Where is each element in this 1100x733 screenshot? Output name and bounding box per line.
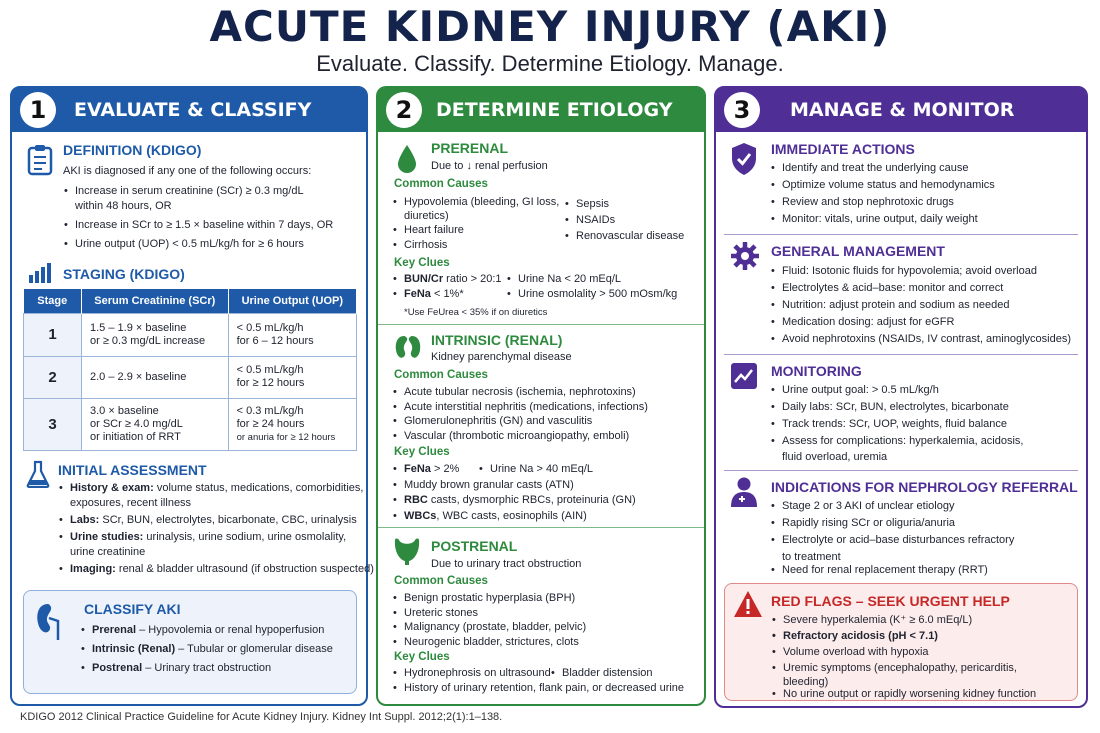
referral-cont: to treatment: [782, 551, 841, 563]
list-item: • Benign prostatic hyperplasia (BPH): [392, 591, 586, 606]
list-item: • Need for renal replacement therapy (RRT): [770, 562, 988, 579]
causes-label: Common Causes: [394, 369, 488, 381]
definition-intro: AKI is diagnosed if any one of the following occurs:: [63, 165, 312, 177]
column-header: Urine Output (UOP): [228, 289, 356, 313]
panel-title: DETERMINE ETIOLOGY: [436, 99, 673, 121]
list-item: • Bladder distension: [550, 666, 653, 681]
assessment-heading: INITIAL ASSESSMENT: [58, 462, 207, 478]
red-flags-cont: bleeding): [783, 676, 829, 688]
list-item: • Identify and treat the underlying cause: [770, 160, 995, 177]
doctor-icon: [730, 476, 758, 508]
postrenal-clues-right: [550, 666, 653, 681]
definition-list-3: [63, 237, 304, 253]
evaluate-classify-panel: [10, 86, 374, 706]
prerenal-clues-right: [506, 272, 677, 302]
list-item: • Sepsis: [564, 196, 684, 212]
list-item: • Hypovolemia (bleeding, GI loss,: [392, 195, 559, 209]
list-item: • FeNa > 2%: [392, 462, 636, 478]
bladder-icon: [392, 536, 422, 566]
postrenal-causes: [392, 591, 586, 649]
list-item: • BUN/Cr ratio > 20:1: [392, 272, 502, 287]
cause-cont: diuretics): [404, 210, 449, 222]
list-item: • Increase in serum creatinine (SCr) ≥ 0.3 mg/dL: [63, 184, 304, 200]
list-item: • NSAIDs: [564, 212, 684, 228]
definition-list-2: [63, 218, 333, 234]
list-item: • Ureteric stones: [392, 606, 586, 621]
panel-title: EVALUATE & CLASSIFY: [74, 99, 312, 121]
list-item: • Avoid nephrotoxins (NSAIDs, IV contrast, aminoglycosides): [770, 331, 1071, 348]
uop-cell: < 0.5 mL/kg/h for ≥ 12 hours: [228, 356, 356, 398]
intrinsic-causes: [392, 385, 648, 443]
prerenal-causes-left-2: [392, 223, 464, 253]
shield-check-icon: [730, 142, 758, 176]
table-row: [24, 398, 357, 450]
list-item: • Volume overload with hypoxia: [771, 644, 1017, 660]
list-item: • Neurogenic bladder, strictures, clots: [392, 635, 586, 650]
assessment-list: [58, 481, 374, 577]
list-item: • Electrolytes & acid–base: monitor and correct: [770, 280, 1071, 297]
list-item: • History of urinary retention, flank pain, or decreased urine: [392, 681, 684, 696]
list-item: • Medication dosing: adjust for eGFR: [770, 314, 1071, 331]
list-item: • Intrinsic (Renal) – Tubular or glomerular disease: [80, 640, 333, 659]
list-item: • Urine Na > 40 mEq/L: [478, 462, 593, 478]
divider: [724, 354, 1078, 355]
divider: [724, 234, 1078, 235]
classify-box: [23, 590, 357, 694]
referral-list: [770, 498, 1014, 549]
column-header: Stage: [24, 289, 82, 313]
list-item: • Vascular (thrombotic microangiopathy, emboli): [392, 429, 648, 444]
list-item: • Muddy brown granular casts (ATN): [392, 478, 636, 494]
list-item: • Track trends: SCr, UOP, weights, fluid balance: [770, 416, 1023, 433]
list-item: • Urine Na < 20 mEq/L: [506, 272, 677, 287]
monitoring-cont: fluid overload, uremia: [782, 451, 888, 463]
staging-table: [23, 289, 357, 451]
prerenal-heading: PRERENAL: [431, 140, 509, 156]
manage-monitor-panel: [714, 86, 1088, 708]
list-item: • Imaging: renal & bladder ultrasound (if obstruction suspected): [58, 562, 374, 577]
scr-cell: 2.0 – 2.9 × baseline: [82, 356, 229, 398]
list-item: • Daily labs: SCr, BUN, electrolytes, bicarbonate: [770, 399, 1023, 416]
list-item: • Rapidly rising SCr or oliguria/anuria: [770, 515, 1014, 532]
panel-header: [378, 88, 704, 132]
prerenal-causes-left: [392, 195, 559, 209]
list-item: • No urine output or rapidly worsening kidney function: [771, 687, 1036, 701]
prerenal-causes-right: [564, 196, 684, 244]
stage-cell: 1: [24, 313, 82, 356]
postrenal-heading: POSTRENAL: [431, 538, 518, 554]
divider: [378, 324, 704, 325]
list-item: • Cirrhosis: [392, 238, 464, 253]
uop-cell: < 0.3 mL/kg/h for ≥ 24 hours or anuria for ≥ 12 hours: [228, 398, 356, 450]
prerenal-note: *Use FeUrea < 35% if on diuretics: [404, 307, 548, 318]
list-item: • Electrolyte or acid–base disturbances refractory: [770, 532, 1014, 549]
immediate-heading: IMMEDIATE ACTIONS: [771, 141, 915, 157]
definition-cont: within 48 hours, OR: [75, 200, 172, 212]
list-item: • RBC casts, dysmorphic RBCs, proteinuria (GN): [392, 493, 636, 509]
gear-icon: [730, 241, 760, 271]
general-list: [770, 263, 1071, 348]
list-item: • Fluid: Isotonic fluids for hypovolemia; avoid overload: [770, 263, 1071, 280]
classify-list: [80, 621, 333, 678]
list-item: • Severe hyperkalemia (K⁺ ≥ 6.0 mEq/L): [771, 612, 1017, 628]
etiology-panel: [376, 86, 706, 706]
intrinsic-heading: INTRINSIC (RENAL): [431, 332, 563, 348]
red-flags-list-2: [771, 687, 1036, 701]
classify-heading: CLASSIFY AKI: [84, 601, 181, 617]
list-item: • Hydronephrosis on ultrasound: [392, 666, 684, 681]
list-item: • Urine output (UOP) < 0.5 mL/kg/h for ≥ 6 hours: [63, 237, 304, 253]
list-item: • Glomerulonephritis (GN) and vasculitis: [392, 414, 648, 429]
list-item: • Urine studies: urinalysis, urine sodium, urine osmolality, urine creatinine: [58, 530, 374, 560]
prerenal-desc: Due to ↓ renal perfusion: [431, 160, 548, 172]
scr-cell: 1.5 – 1.9 × baseline or ≥ 0.3 mg/dL increase: [82, 313, 229, 356]
list-item: • Labs: SCr, BUN, electrolytes, bicarbonate, CBC, urinalysis: [58, 513, 374, 528]
postrenal-desc: Due to urinary tract obstruction: [431, 558, 582, 570]
list-item: • Heart failure: [392, 223, 464, 238]
footnote: KDIGO 2012 Clinical Practice Guideline for Acute Kidney Injury. Kidney Int Suppl. 2012;2(1):1–138.: [20, 711, 503, 723]
uop-cell: < 0.5 mL/kg/h for 6 – 12 hours: [228, 313, 356, 356]
red-flags-list: [771, 612, 1017, 676]
table-header-row: [24, 289, 357, 313]
divider: [724, 470, 1078, 471]
flask-icon: [26, 460, 50, 488]
intrinsic-desc: Kidney parenchymal disease: [431, 351, 572, 363]
table-row: [24, 356, 357, 398]
page-title: ACUTE KIDNEY INJURY (AKI): [209, 2, 891, 51]
panel-header: [12, 88, 366, 132]
red-flags-heading: RED FLAGS – SEEK URGENT HELP: [771, 593, 1010, 609]
list-item: • Nutrition: adjust protein and sodium as needed: [770, 297, 1071, 314]
list-item: • Increase in SCr to ≥ 1.5 × baseline within 7 days, OR: [63, 218, 333, 234]
clipboard-icon: [26, 144, 54, 176]
prerenal-clues-left: [392, 272, 502, 302]
red-flags-box: [724, 583, 1078, 701]
list-item: • Urine osmolality > 500 mOsm/kg: [506, 287, 677, 302]
panel-header: [716, 88, 1086, 132]
trend-chart-icon: [731, 363, 757, 389]
causes-label: Common Causes: [394, 575, 488, 587]
intrinsic-clues-right: [478, 462, 593, 478]
warning-icon: [733, 590, 763, 618]
step-number: 1: [20, 92, 56, 128]
monitoring-heading: MONITORING: [771, 363, 862, 379]
column-header: Serum Creatinine (SCr): [82, 289, 229, 313]
monitoring-list: [770, 382, 1023, 450]
step-number: 3: [724, 92, 760, 128]
kidney-icon: [394, 334, 422, 362]
referral-list-2: [770, 562, 988, 579]
list-item: • Acute interstitial nephritis (medications, infections): [392, 400, 648, 415]
definition-list: [63, 184, 304, 200]
clues-label: Key Clues: [394, 257, 450, 269]
divider: [378, 527, 704, 528]
list-item: • Optimize volume status and hemodynamics: [770, 177, 995, 194]
list-item: • Uremic symptoms (encephalopathy, pericarditis,: [771, 660, 1017, 676]
step-number: 2: [386, 92, 422, 128]
staging-heading: STAGING (KDIGO): [63, 266, 185, 282]
page-subtitle: Evaluate. Classify. Determine Etiology. Manage.: [316, 51, 784, 76]
causes-label: Common Causes: [394, 178, 488, 190]
list-item: • FeNa < 1%*: [392, 287, 502, 302]
droplet-icon: [396, 144, 418, 174]
list-item: • Assess for complications: hyperkalemia, acidosis,: [770, 433, 1023, 450]
clues-label: Key Clues: [394, 651, 450, 663]
panel-title: MANAGE & MONITOR: [790, 99, 1015, 121]
list-item: • WBCs, WBC casts, eosinophils (AIN): [392, 509, 636, 525]
list-item: • Renovascular disease: [564, 228, 684, 244]
list-item: • Refractory acidosis (pH < 7.1): [771, 628, 1017, 644]
list-item: • Postrenal – Urinary tract obstruction: [80, 659, 333, 678]
clues-label: Key Clues: [394, 446, 450, 458]
list-item: • Urine output goal: > 0.5 mL/kg/h: [770, 382, 1023, 399]
stage-cell: 2: [24, 356, 82, 398]
scr-cell: 3.0 × baseline or SCr ≥ 4.0 mg/dL or initiation of RRT: [82, 398, 229, 450]
stage-cell: 3: [24, 398, 82, 450]
immediate-list: [770, 160, 995, 228]
list-item: • Acute tubular necrosis (ischemia, nephrotoxins): [392, 385, 648, 400]
list-item: • Prerenal – Hypovolemia or renal hypoperfusion: [80, 621, 333, 640]
general-heading: GENERAL MANAGEMENT: [771, 243, 945, 259]
list-item: • Monitor: vitals, urine output, daily weight: [770, 211, 995, 228]
list-item: • Review and stop nephrotoxic drugs: [770, 194, 995, 211]
bar-chart-icon: [28, 263, 52, 283]
table-row: [24, 313, 357, 356]
list-item: • History & exam: volume status, medications, comorbidities, exposures, recent illness: [58, 481, 374, 511]
referral-heading: INDICATIONS FOR NEPHROLOGY REFERRAL: [771, 479, 1078, 495]
kidneys-icon: [34, 601, 70, 641]
list-item: • Stage 2 or 3 AKI of unclear etiology: [770, 498, 1014, 515]
definition-heading: DEFINITION (KDIGO): [63, 142, 202, 158]
list-item: • Malignancy (prostate, bladder, pelvic): [392, 620, 586, 635]
